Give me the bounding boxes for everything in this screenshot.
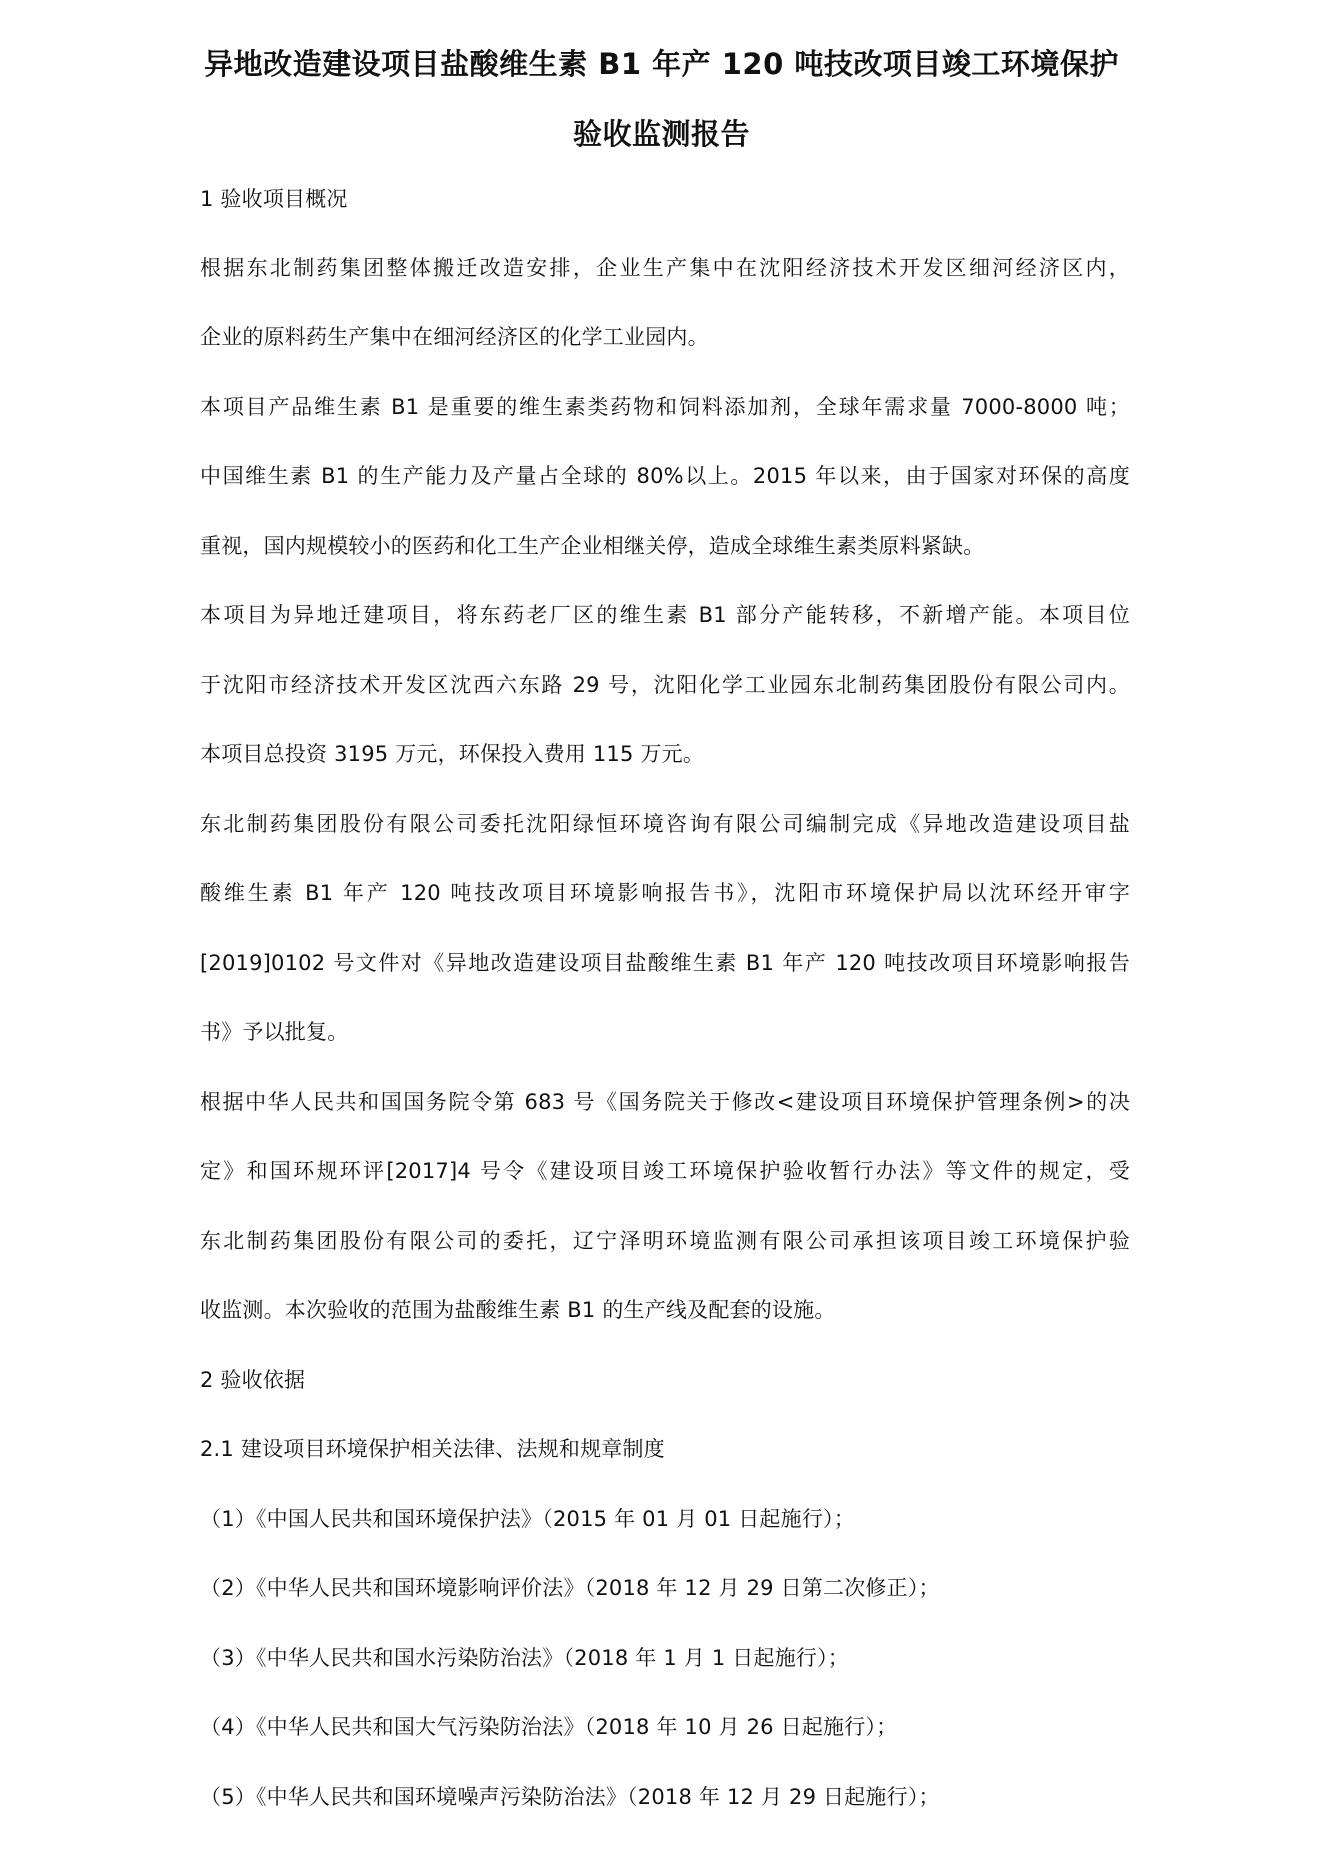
- paragraph-line: 重视，国内规模较小的医药和化工生产企业相继关停，造成全球维生素类原料紧缺。: [200, 534, 985, 558]
- list-item: （2）《中华人民共和国环境影响评价法》（2018 年 12 月 29 日第二次修正）；: [200, 1576, 940, 1600]
- document-title-line-2: 验收监测报告: [572, 117, 750, 151]
- section-2-1-heading: 2.1 建设项目环境保护相关法律、法规和规章制度: [200, 1437, 665, 1461]
- section-2-heading: 2 验收依据: [200, 1368, 306, 1392]
- paragraph-line: 定》和国环规环评[2017]4 号令《建设项目竣工环境保护验收暂行办法》等文件的规定，受: [200, 1159, 1130, 1183]
- list-item: （5）《中华人民共和国环境噪声污染防治法》（2018 年 12 月 29 日起施行）；: [200, 1785, 940, 1809]
- list-item: （4）《中华人民共和国大气污染防治法》（2018 年 10 月 26 日起施行）；: [200, 1715, 898, 1739]
- paragraph-line: 东北制药集团股份有限公司的委托，辽宁泽明环境监测有限公司承担该项目竣工环境保护验: [200, 1229, 1130, 1253]
- paragraph-line: 本项目为异地迁建项目，将东药老厂区的维生素 B1 部分产能转移，不新增产能。本项目位: [200, 603, 1130, 627]
- paragraph-line: 企业的原料药生产集中在细河经济区的化学工业园内。: [200, 325, 709, 349]
- paragraph-line: [2019]0102 号文件对《异地改造建设项目盐酸维生素 B1 年产 120 吨技改项目环境影响报告: [200, 951, 1130, 975]
- section-1-heading: 1 验收项目概况: [200, 187, 348, 211]
- paragraph-line: 书》予以批复。: [200, 1020, 349, 1044]
- paragraph-line: 东北制药集团股份有限公司委托沈阳绿恒环境咨询有限公司编制完成《异地改造建设项目盐: [200, 812, 1130, 836]
- paragraph-line: 根据中华人民共和国国务院令第 683 号《国务院关于修改<建设项目环境保护管理条例>的决: [200, 1090, 1130, 1114]
- paragraph-line: 根据东北制药集团整体搬迁改造安排，企业生产集中在沈阳经济技术开发区细河经济区内，: [200, 256, 1130, 280]
- document-title-line-1: 异地改造建设项目盐酸维生素 B1 年产 120 吨技改项目竣工环境保护: [204, 47, 1119, 81]
- list-item: （1）《中国人民共和国环境保护法》（2015 年 01 月 01 日起施行）；: [200, 1507, 855, 1531]
- paragraph-line: 中国维生素 B1 的生产能力及产量占全球的 80%以上。2015 年以来，由于国家对环保的高度: [200, 464, 1130, 488]
- paragraph-line: 本项目产品维生素 B1 是重要的维生素类药物和饲料添加剂，全球年需求量 7000-8000 吨；: [200, 395, 1130, 419]
- paragraph-line: 酸维生素 B1 年产 120 吨技改项目环境影响报告书》，沈阳市环境保护局以沈环经开审字: [200, 881, 1130, 905]
- list-item: （3）《中华人民共和国水污染防治法》（2018 年 1 月 1 日起施行）；: [200, 1646, 849, 1670]
- paragraph-line: 于沈阳市经济技术开发区沈西六东路 29 号，沈阳化学工业园东北制药集团股份有限公司内。: [200, 673, 1130, 697]
- paragraph-line: 本项目总投资 3195 万元，环保投入费用 115 万元。: [200, 742, 705, 766]
- paragraph-line: 收监测。本次验收的范围为盐酸维生素 B1 的生产线及配套的设施。: [200, 1298, 836, 1322]
